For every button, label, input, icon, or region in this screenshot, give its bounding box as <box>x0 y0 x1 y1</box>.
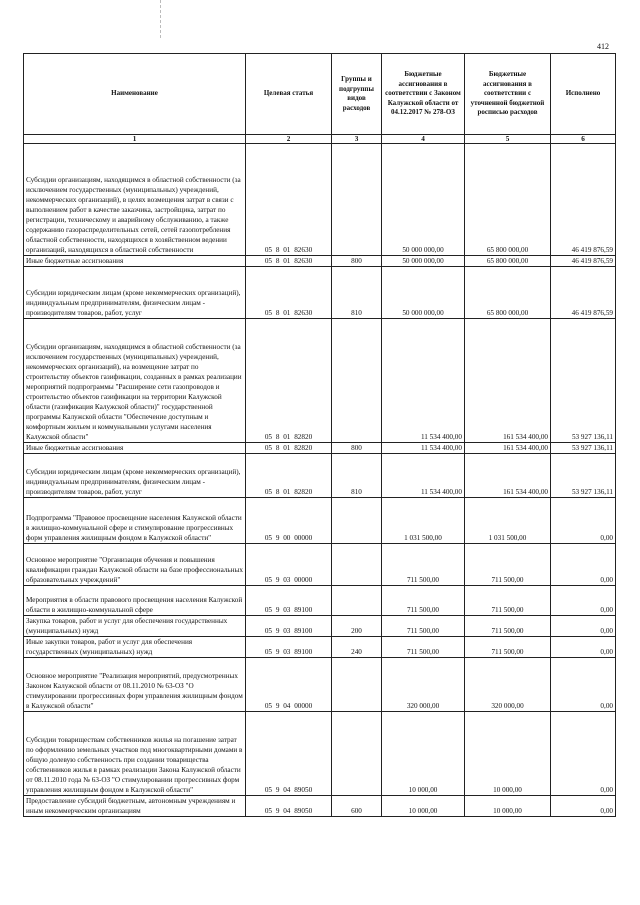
table-row <box>24 637 616 658</box>
row-group: 810 <box>332 454 382 498</box>
column-number: 4 <box>382 135 465 144</box>
table-row <box>24 796 616 817</box>
column-number: 1 <box>24 135 246 144</box>
row-code: 05 8 01 82820 <box>246 319 332 443</box>
row-executed: 46 419 876,59 <box>551 144 616 256</box>
row-refined: 711 500,00 <box>465 637 551 658</box>
row-executed: 53 927 136,11 <box>551 454 616 498</box>
row-executed: 53 927 136,11 <box>551 443 616 454</box>
column-number-row <box>24 135 616 144</box>
table-row <box>24 712 616 796</box>
row-name: Основное мероприятие "Организация обучения и повышения квалификации граждан Калужской области на базе профессиональных образовательных учреждений" <box>24 544 246 586</box>
row-name: Субсидии товариществам собственников жилья на погашение затрат по оформлению земельных участков под многоквартирными домами в общую долевую собственность при создании товарищества собственников жилья в рамках реализации Закона Калужской области от 08.11.2010 года № 63-ОЗ "О стимулировании прогрессивных форм управления жилищным фондом в Калужской области" <box>24 712 246 796</box>
row-executed: 0,00 <box>551 586 616 616</box>
row-refined: 65 800 000,00 <box>465 267 551 319</box>
row-refined: 161 534 400,00 <box>465 454 551 498</box>
row-approved: 711 500,00 <box>382 616 465 637</box>
row-executed: 0,00 <box>551 796 616 817</box>
header-refined-schedule: Бюджетные ассигнования в соответствии с уточненной бюджетной росписью расходов <box>465 54 551 135</box>
row-refined: 711 500,00 <box>465 544 551 586</box>
table-row <box>24 267 616 319</box>
row-refined: 320 000,00 <box>465 658 551 712</box>
row-group: 600 <box>332 796 382 817</box>
row-name: Субсидии юридическим лицам (кроме некоммерческих организаций), индивидуальным предпринимателям, физическим лицам - производителям товаров, работ, услуг <box>24 454 246 498</box>
row-executed: 53 927 136,11 <box>551 319 616 443</box>
row-approved: 50 000 000,00 <box>382 144 465 256</box>
row-name: Иные бюджетные ассигнования <box>24 256 246 267</box>
row-code: 05 9 04 00000 <box>246 658 332 712</box>
row-group: 200 <box>332 616 382 637</box>
row-code: 05 9 04 89050 <box>246 796 332 817</box>
row-executed: 46 419 876,59 <box>551 267 616 319</box>
row-code: 05 9 03 89100 <box>246 586 332 616</box>
row-name: Предоставление субсидий бюджетным, автономным учреждениям и иным некоммерческим организациям <box>24 796 246 817</box>
table-row <box>24 454 616 498</box>
header-name: Наименование <box>24 54 246 135</box>
table-row <box>24 616 616 637</box>
column-number: 6 <box>551 135 616 144</box>
row-group <box>332 586 382 616</box>
row-code: 05 8 01 82630 <box>246 144 332 256</box>
row-name: Субсидии организациям, находящимся в областной собственности (за исключением государственных (муниципальных) учреждений, некоммерческих организаций), на возмещение затрат по строительству объектов газификации, созданных в рамках реализации мероприятий подпрограммы "Расширение сети газопроводов и строительство объектов газификации на территории Калужской области (газификация Калужской области)" государственной программы Калужской области "Обеспечение доступным и комфортным жильем и коммунальными услугами населения Калужской области" <box>24 319 246 443</box>
row-refined: 10 000,00 <box>465 712 551 796</box>
row-code: 05 8 01 82820 <box>246 454 332 498</box>
row-refined: 10 000,00 <box>465 796 551 817</box>
row-code: 05 9 03 89100 <box>246 616 332 637</box>
row-refined: 711 500,00 <box>465 616 551 637</box>
fold-line <box>160 0 161 38</box>
page-number: 412 <box>597 42 609 51</box>
column-number: 3 <box>332 135 382 144</box>
row-code: 05 9 04 89050 <box>246 712 332 796</box>
table-row <box>24 498 616 544</box>
row-name: Основное мероприятие "Реализация мероприятий, предусмотренных Законом Калужской области от 08.11.2010 № 63-ОЗ "О стимулировании прогрессивных форм управления жилищным фондом в Калужской области" <box>24 658 246 712</box>
table-row <box>24 586 616 616</box>
row-name: Закупка товаров, работ и услуг для обеспечения государственных (муниципальных) нужд <box>24 616 246 637</box>
row-code: 05 9 00 00000 <box>246 498 332 544</box>
row-refined: 161 534 400,00 <box>465 443 551 454</box>
row-executed: 0,00 <box>551 498 616 544</box>
row-name: Иные закупки товаров, работ и услуг для обеспечения государственных (муниципальных) нужд <box>24 637 246 658</box>
row-approved: 11 534 400,00 <box>382 454 465 498</box>
header-approved-law: Бюджетные ассигнования в соответствии с Законом Калужской области от 04.12.2017 № 278-ОЗ <box>382 54 465 135</box>
row-name: Подпрограмма "Правовое просвещение населения Калужской области в жилищно-коммунальной сфере и стимулирование прогрессивных форм управления жилищным фондом в Калужской области" <box>24 498 246 544</box>
row-name: Мероприятия в области правового просвещения населения Калужской области в жилищно-коммунальной сфере <box>24 586 246 616</box>
row-executed: 0,00 <box>551 544 616 586</box>
row-approved: 50 000 000,00 <box>382 256 465 267</box>
row-name: Субсидии юридическим лицам (кроме некоммерческих организаций), индивидуальным предпринимателям, физическим лицам - производителям товаров, работ, услуг <box>24 267 246 319</box>
row-executed: 0,00 <box>551 616 616 637</box>
table-row <box>24 256 616 267</box>
row-code: 05 8 01 82630 <box>246 267 332 319</box>
row-executed: 0,00 <box>551 658 616 712</box>
row-approved: 10 000,00 <box>382 796 465 817</box>
row-group: 810 <box>332 267 382 319</box>
row-approved: 50 000 000,00 <box>382 267 465 319</box>
row-approved: 10 000,00 <box>382 712 465 796</box>
table-row <box>24 443 616 454</box>
row-group: 800 <box>332 443 382 454</box>
row-group <box>332 498 382 544</box>
budget-table <box>23 53 616 817</box>
row-name: Иные бюджетные ассигнования <box>24 443 246 454</box>
row-approved: 711 500,00 <box>382 637 465 658</box>
row-approved: 711 500,00 <box>382 586 465 616</box>
row-refined: 1 031 500,00 <box>465 498 551 544</box>
column-number: 2 <box>246 135 332 144</box>
row-executed: 0,00 <box>551 637 616 658</box>
table-row <box>24 544 616 586</box>
row-group <box>332 544 382 586</box>
row-executed: 46 419 876,59 <box>551 256 616 267</box>
table-row <box>24 319 616 443</box>
row-refined: 161 534 400,00 <box>465 319 551 443</box>
row-group <box>332 319 382 443</box>
table-row <box>24 144 616 256</box>
row-refined: 711 500,00 <box>465 586 551 616</box>
row-approved: 11 534 400,00 <box>382 443 465 454</box>
row-code: 05 9 03 89100 <box>246 637 332 658</box>
row-executed: 0,00 <box>551 712 616 796</box>
row-group: 240 <box>332 637 382 658</box>
row-refined: 65 800 000,00 <box>465 256 551 267</box>
header-row <box>24 54 616 135</box>
header-expense-group: Группы и подгруппы видов расходов <box>332 54 382 135</box>
row-name: Субсидии организациям, находящимся в областной собственности (за исключением государственных (муниципальных) учреждений, некоммерческих организаций), в целях возмещения затрат в связи с выполнением работ в качестве заказчика, застройщика, затрат по регистрации, техническому и аварийному обслуживанию, а также содержанию газораспределительных сетей, сетей газопотребления областной собственности, находящихся в хозяйственном ведении организаций, находящихся в областной собственности <box>24 144 246 256</box>
row-group <box>332 712 382 796</box>
row-group: 800 <box>332 256 382 267</box>
row-code: 05 9 03 00000 <box>246 544 332 586</box>
row-group <box>332 658 382 712</box>
row-approved: 11 534 400,00 <box>382 319 465 443</box>
row-refined: 65 800 000,00 <box>465 144 551 256</box>
row-code: 05 8 01 82630 <box>246 256 332 267</box>
row-code: 05 8 01 82820 <box>246 443 332 454</box>
header-target-article: Целевая статья <box>246 54 332 135</box>
row-approved: 320 000,00 <box>382 658 465 712</box>
row-approved: 1 031 500,00 <box>382 498 465 544</box>
column-number: 5 <box>465 135 551 144</box>
row-approved: 711 500,00 <box>382 544 465 586</box>
row-group <box>332 144 382 256</box>
table-row <box>24 658 616 712</box>
header-executed: Исполнено <box>551 54 616 135</box>
